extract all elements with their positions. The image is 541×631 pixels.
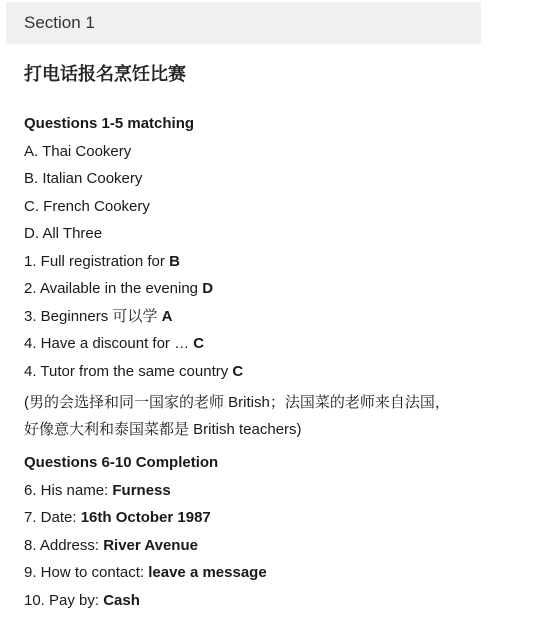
matching-option: A. Thai Cookery bbox=[24, 142, 132, 160]
completion-question bbox=[24, 559, 484, 587]
matching-question bbox=[24, 303, 484, 331]
question-answer: C bbox=[232, 362, 244, 380]
question-answer: 16th October 1987 bbox=[80, 509, 211, 526]
page-heading: 打电话报名烹饪比赛 bbox=[24, 64, 186, 84]
explanation-note: (男的会选择和同一国家的老师 British；法国菜的老师来自法国，好像意大利和泰国菜都是 British teachers) bbox=[24, 394, 450, 438]
question-answer: Cash bbox=[103, 591, 140, 609]
question-answer: River Avenue bbox=[103, 536, 198, 554]
matching-question bbox=[24, 275, 484, 303]
question-answer: Furness bbox=[112, 481, 171, 499]
question-answer: A bbox=[161, 307, 173, 325]
question-text: 4. Tutor from the same country bbox=[24, 362, 233, 380]
question-answer: C bbox=[193, 335, 205, 352]
question-text: 8. Address: bbox=[24, 536, 104, 554]
matching-option: B. Italian Cookery bbox=[24, 170, 143, 187]
question-text: 9. How to contact: bbox=[24, 564, 149, 581]
matching-title: Questions 1-5 matching bbox=[24, 115, 195, 132]
matching-question bbox=[24, 358, 484, 386]
section-title: Section 1 bbox=[24, 13, 95, 32]
question-text: 7. Date: bbox=[24, 509, 81, 526]
question-text: 1. Full registration for bbox=[24, 252, 170, 270]
completion-question bbox=[24, 477, 484, 505]
question-answer: leave a message bbox=[148, 564, 267, 581]
completion-question bbox=[24, 587, 484, 615]
matching-option: C. French Cookery bbox=[24, 197, 150, 215]
matching-question bbox=[24, 248, 484, 276]
completion-question bbox=[24, 532, 484, 560]
question-text: 3. Beginners 可以学 bbox=[24, 307, 162, 325]
question-text: 4. Have a discount for … bbox=[24, 335, 194, 352]
matching-question bbox=[24, 330, 484, 358]
completion-title: Questions 6-10 Completion bbox=[24, 454, 219, 471]
document-body bbox=[24, 60, 484, 614]
section-header[interactable] bbox=[6, 2, 481, 44]
completion-question bbox=[24, 504, 484, 532]
question-answer: B bbox=[169, 252, 180, 270]
question-text: 10. Pay by: bbox=[24, 591, 104, 609]
matching-option: D. All Three bbox=[24, 225, 103, 242]
question-text: 2. Available in the evening bbox=[24, 280, 203, 297]
question-text: 6. His name: bbox=[24, 481, 113, 499]
question-answer: D bbox=[202, 280, 214, 297]
